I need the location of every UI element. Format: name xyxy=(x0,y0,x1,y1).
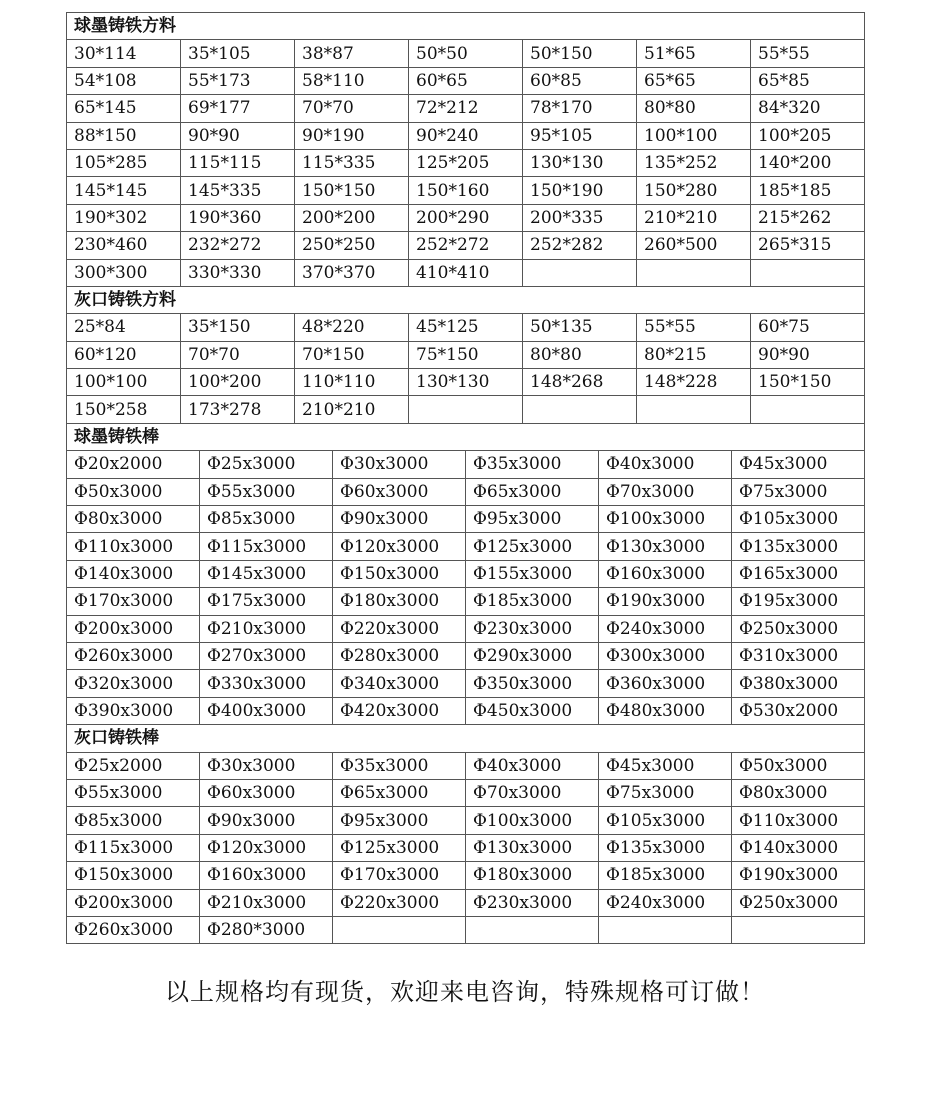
section-title: 球墨铸铁方料 xyxy=(67,13,865,40)
spec-cell: Φ80x3000 xyxy=(67,506,200,533)
spec-cell: 100*205 xyxy=(751,122,865,149)
spec-cell: Φ40x3000 xyxy=(466,752,599,779)
spec-cell: 265*315 xyxy=(751,232,865,259)
table-row xyxy=(67,122,865,149)
spec-cell: Φ160x3000 xyxy=(200,862,333,889)
spec-cell xyxy=(466,916,599,943)
spec-cell: Φ135x3000 xyxy=(732,533,865,560)
spec-cell: 70*150 xyxy=(295,341,409,368)
spec-cell: 38*87 xyxy=(295,40,409,67)
spec-cell: Φ250x3000 xyxy=(732,889,865,916)
spec-cell: 90*90 xyxy=(181,122,295,149)
spec-cell: Φ340x3000 xyxy=(333,670,466,697)
spec-cell xyxy=(751,259,865,286)
spec-cell: Φ95x3000 xyxy=(466,506,599,533)
table-row xyxy=(67,533,865,560)
spec-cell: Φ140x3000 xyxy=(732,834,865,861)
spec-cell: 90*190 xyxy=(295,122,409,149)
spec-cell: 115*115 xyxy=(181,149,295,176)
spec-cell: 100*100 xyxy=(637,122,751,149)
table-row xyxy=(67,670,865,697)
spec-cell: Φ65x3000 xyxy=(466,478,599,505)
table-row xyxy=(67,451,865,478)
spec-cell: 110*110 xyxy=(295,369,409,396)
table-row xyxy=(67,232,865,259)
spec-cell xyxy=(751,396,865,423)
spec-cell xyxy=(732,916,865,943)
spec-cell: 150*258 xyxy=(67,396,181,423)
spec-cell: 150*280 xyxy=(637,177,751,204)
spec-cell: Φ115x3000 xyxy=(67,834,200,861)
spec-cell: 65*145 xyxy=(67,95,181,122)
spec-cell: Φ95x3000 xyxy=(333,807,466,834)
spec-cell: Φ175x3000 xyxy=(200,588,333,615)
spec-cell: 30*114 xyxy=(67,40,181,67)
spec-cell: 410*410 xyxy=(409,259,523,286)
spec-cell: Φ135x3000 xyxy=(599,834,732,861)
spec-cell: Φ105x3000 xyxy=(599,807,732,834)
spec-cell: Φ260x3000 xyxy=(67,916,200,943)
spec-cell: Φ150x3000 xyxy=(333,560,466,587)
spec-cell: Φ190x3000 xyxy=(599,588,732,615)
table-row xyxy=(67,259,865,286)
spec-cell: Φ155x3000 xyxy=(466,560,599,587)
table-row xyxy=(67,177,865,204)
spec-cell: Φ90x3000 xyxy=(200,807,333,834)
spec-cell: Φ210x3000 xyxy=(200,615,333,642)
section-header-row xyxy=(67,423,865,450)
spec-cell: Φ185x3000 xyxy=(599,862,732,889)
spec-cell: 130*130 xyxy=(409,369,523,396)
table-row xyxy=(67,396,865,423)
spec-cell: Φ210x3000 xyxy=(200,889,333,916)
section-header-row xyxy=(67,725,865,752)
spec-cell: Φ110x3000 xyxy=(67,533,200,560)
spec-cell: 65*65 xyxy=(637,67,751,94)
spec-cell: 232*272 xyxy=(181,232,295,259)
spec-cell: Φ130x3000 xyxy=(466,834,599,861)
spec-cell: Φ360x3000 xyxy=(599,670,732,697)
spec-cell: 55*173 xyxy=(181,67,295,94)
spec-cell: Φ65x3000 xyxy=(333,779,466,806)
spec-cell: 25*84 xyxy=(67,314,181,341)
spec-cell: Φ40x3000 xyxy=(599,451,732,478)
spec-cell: 145*145 xyxy=(67,177,181,204)
table-row xyxy=(67,807,865,834)
spec-cell: 60*75 xyxy=(751,314,865,341)
spec-cell: Φ350x3000 xyxy=(466,670,599,697)
spec-cell: Φ160x3000 xyxy=(599,560,732,587)
spec-cell xyxy=(523,396,637,423)
spec-cell: 80*80 xyxy=(523,341,637,368)
table-row xyxy=(67,779,865,806)
spec-cell: 135*252 xyxy=(637,149,751,176)
spec-cell: 100*100 xyxy=(67,369,181,396)
spec-cell: Φ105x3000 xyxy=(732,506,865,533)
spec-cell: 55*55 xyxy=(637,314,751,341)
spec-cell: 250*250 xyxy=(295,232,409,259)
spec-cell: 100*200 xyxy=(181,369,295,396)
spec-cell: Φ220x3000 xyxy=(333,889,466,916)
spec-cell: 95*105 xyxy=(523,122,637,149)
spec-cell: Φ110x3000 xyxy=(732,807,865,834)
table-row xyxy=(67,889,865,916)
spec-cell: Φ35x3000 xyxy=(333,752,466,779)
spec-cell: 35*150 xyxy=(181,314,295,341)
spec-cell: 70*70 xyxy=(295,95,409,122)
table-row xyxy=(67,834,865,861)
spec-cell: Φ30x3000 xyxy=(200,752,333,779)
spec-cell: Φ530x2000 xyxy=(732,697,865,724)
spec-cell: Φ260x3000 xyxy=(67,642,200,669)
spec-cell xyxy=(523,259,637,286)
spec-cell: Φ200x3000 xyxy=(67,889,200,916)
spec-cell: Φ230x3000 xyxy=(466,889,599,916)
spec-cell: 50*50 xyxy=(409,40,523,67)
spec-cell: 230*460 xyxy=(67,232,181,259)
spec-cell: Φ450x3000 xyxy=(466,697,599,724)
spec-cell: 300*300 xyxy=(67,259,181,286)
table-row xyxy=(67,314,865,341)
spec-cell: 80*80 xyxy=(637,95,751,122)
spec-cell: Φ60x3000 xyxy=(333,478,466,505)
spec-cell: 54*108 xyxy=(67,67,181,94)
spec-cell: 72*212 xyxy=(409,95,523,122)
spec-cell: Φ85x3000 xyxy=(200,506,333,533)
spec-cell: Φ280x3000 xyxy=(333,642,466,669)
spec-cell: 260*500 xyxy=(637,232,751,259)
spec-cell: 252*272 xyxy=(409,232,523,259)
spec-cell: Φ180x3000 xyxy=(333,588,466,615)
spec-cell: Φ170x3000 xyxy=(333,862,466,889)
spec-cell xyxy=(333,916,466,943)
section-title: 灰口铸铁方料 xyxy=(67,286,865,313)
spec-cell: 130*130 xyxy=(523,149,637,176)
spec-cell: Φ165x3000 xyxy=(732,560,865,587)
spec-cell: Φ75x3000 xyxy=(599,779,732,806)
spec-cell: Φ145x3000 xyxy=(200,560,333,587)
spec-cell: Φ240x3000 xyxy=(599,615,732,642)
spec-cell: Φ45x3000 xyxy=(732,451,865,478)
spec-cell: Φ250x3000 xyxy=(732,615,865,642)
spec-cell: 173*278 xyxy=(181,396,295,423)
table-row xyxy=(67,369,865,396)
spec-cell xyxy=(599,916,732,943)
spec-cell: Φ50x3000 xyxy=(732,752,865,779)
spec-cell: 150*190 xyxy=(523,177,637,204)
spec-cell: Φ120x3000 xyxy=(333,533,466,560)
spec-cell: Φ400x3000 xyxy=(200,697,333,724)
spec-cell: 60*65 xyxy=(409,67,523,94)
spec-cell: 200*200 xyxy=(295,204,409,231)
spec-cell: Φ80x3000 xyxy=(732,779,865,806)
spec-cell: 80*215 xyxy=(637,341,751,368)
spec-cell: Φ20x2000 xyxy=(67,451,200,478)
spec-cell: 145*335 xyxy=(181,177,295,204)
table-row xyxy=(67,67,865,94)
spec-cell: 148*228 xyxy=(637,369,751,396)
spec-cell: Φ150x3000 xyxy=(67,862,200,889)
spec-cell: 210*210 xyxy=(637,204,751,231)
spec-cell: Φ190x3000 xyxy=(732,862,865,889)
table-row xyxy=(67,478,865,505)
spec-cell: 252*282 xyxy=(523,232,637,259)
footer-note: 以上规格均有现货，欢迎来电咨询，特殊规格可订做！ xyxy=(165,978,765,1006)
spec-cell: 60*85 xyxy=(523,67,637,94)
spec-cell: 370*370 xyxy=(295,259,409,286)
table-row xyxy=(67,862,865,889)
spec-cell: 200*290 xyxy=(409,204,523,231)
spec-cell: Φ170x3000 xyxy=(67,588,200,615)
spec-cell: Φ420x3000 xyxy=(333,697,466,724)
spec-cell: 210*210 xyxy=(295,396,409,423)
spec-cell: Φ35x3000 xyxy=(466,451,599,478)
section-header-row xyxy=(67,13,865,40)
spec-cell: 330*330 xyxy=(181,259,295,286)
spec-cell: Φ390x3000 xyxy=(67,697,200,724)
spec-cell: 35*105 xyxy=(181,40,295,67)
spec-table xyxy=(66,12,865,944)
spec-cell: Φ230x3000 xyxy=(466,615,599,642)
spec-cell: 60*120 xyxy=(67,341,181,368)
spec-cell: 190*360 xyxy=(181,204,295,231)
table-row xyxy=(67,560,865,587)
spec-cell: 70*70 xyxy=(181,341,295,368)
spec-cell: Φ380x3000 xyxy=(732,670,865,697)
spec-cell: 69*177 xyxy=(181,95,295,122)
spec-cell: Φ70x3000 xyxy=(599,478,732,505)
spec-cell: Φ50x3000 xyxy=(67,478,200,505)
spec-cell: Φ25x2000 xyxy=(67,752,200,779)
spec-cell: Φ200x3000 xyxy=(67,615,200,642)
spec-cell: Φ125x3000 xyxy=(333,834,466,861)
spec-cell: 105*285 xyxy=(67,149,181,176)
spec-cell: Φ45x3000 xyxy=(599,752,732,779)
spec-cell xyxy=(637,396,751,423)
spec-cell: Φ195x3000 xyxy=(732,588,865,615)
table-row xyxy=(67,506,865,533)
spec-cell: Φ140x3000 xyxy=(67,560,200,587)
spec-cell: Φ290x3000 xyxy=(466,642,599,669)
spec-cell: 90*240 xyxy=(409,122,523,149)
spec-cell: 150*160 xyxy=(409,177,523,204)
table-row xyxy=(67,916,865,943)
spec-cell: Φ220x3000 xyxy=(333,615,466,642)
spec-cell: 50*135 xyxy=(523,314,637,341)
spec-cell: 88*150 xyxy=(67,122,181,149)
spec-cell: 115*335 xyxy=(295,149,409,176)
spec-cell xyxy=(409,396,523,423)
spec-cell: Φ100x3000 xyxy=(466,807,599,834)
table-row xyxy=(67,40,865,67)
spec-cell: 58*110 xyxy=(295,67,409,94)
spec-cell: Φ330x3000 xyxy=(200,670,333,697)
section-title: 球墨铸铁棒 xyxy=(67,423,865,450)
spec-cell: 50*150 xyxy=(523,40,637,67)
spec-cell: Φ120x3000 xyxy=(200,834,333,861)
spec-cell: Φ55x3000 xyxy=(200,478,333,505)
spec-cell: Φ185x3000 xyxy=(466,588,599,615)
spec-cell: Φ180x3000 xyxy=(466,862,599,889)
spec-cell: Φ310x3000 xyxy=(732,642,865,669)
spec-cell: Φ270x3000 xyxy=(200,642,333,669)
spec-cell: Φ240x3000 xyxy=(599,889,732,916)
spec-cell: Φ70x3000 xyxy=(466,779,599,806)
spec-cell xyxy=(637,259,751,286)
table-row xyxy=(67,588,865,615)
table-row xyxy=(67,615,865,642)
table-row xyxy=(67,95,865,122)
spec-cell: 48*220 xyxy=(295,314,409,341)
spec-cell: Φ60x3000 xyxy=(200,779,333,806)
spec-cell: 185*185 xyxy=(751,177,865,204)
spec-cell: 215*262 xyxy=(751,204,865,231)
table-row xyxy=(67,341,865,368)
spec-cell: 51*65 xyxy=(637,40,751,67)
spec-cell: 75*150 xyxy=(409,341,523,368)
spec-cell: 148*268 xyxy=(523,369,637,396)
spec-cell: Φ30x3000 xyxy=(333,451,466,478)
spec-cell: 190*302 xyxy=(67,204,181,231)
table-row xyxy=(67,697,865,724)
spec-cell: Φ130x3000 xyxy=(599,533,732,560)
table-row xyxy=(67,149,865,176)
spec-cell: Φ300x3000 xyxy=(599,642,732,669)
table-row xyxy=(67,204,865,231)
spec-cell: 45*125 xyxy=(409,314,523,341)
spec-cell: 55*55 xyxy=(751,40,865,67)
spec-cell: 125*205 xyxy=(409,149,523,176)
spec-cell: 90*90 xyxy=(751,341,865,368)
spec-cell: Φ280*3000 xyxy=(200,916,333,943)
spec-cell: 150*150 xyxy=(751,369,865,396)
spec-cell: Φ115x3000 xyxy=(200,533,333,560)
spec-cell: 140*200 xyxy=(751,149,865,176)
spec-sheet xyxy=(66,12,864,944)
spec-cell: 65*85 xyxy=(751,67,865,94)
section-title: 灰口铸铁棒 xyxy=(67,725,865,752)
spec-cell: Φ85x3000 xyxy=(67,807,200,834)
spec-cell: Φ90x3000 xyxy=(333,506,466,533)
table-row xyxy=(67,752,865,779)
spec-cell: Φ25x3000 xyxy=(200,451,333,478)
spec-cell: 200*335 xyxy=(523,204,637,231)
table-row xyxy=(67,642,865,669)
spec-cell: Φ320x3000 xyxy=(67,670,200,697)
spec-cell: Φ75x3000 xyxy=(732,478,865,505)
section-header-row xyxy=(67,286,865,313)
spec-cell: Φ100x3000 xyxy=(599,506,732,533)
spec-cell: 150*150 xyxy=(295,177,409,204)
spec-cell: Φ125x3000 xyxy=(466,533,599,560)
spec-cell: 78*170 xyxy=(523,95,637,122)
spec-cell: Φ480x3000 xyxy=(599,697,732,724)
spec-cell: Φ55x3000 xyxy=(67,779,200,806)
spec-cell: 84*320 xyxy=(751,95,865,122)
